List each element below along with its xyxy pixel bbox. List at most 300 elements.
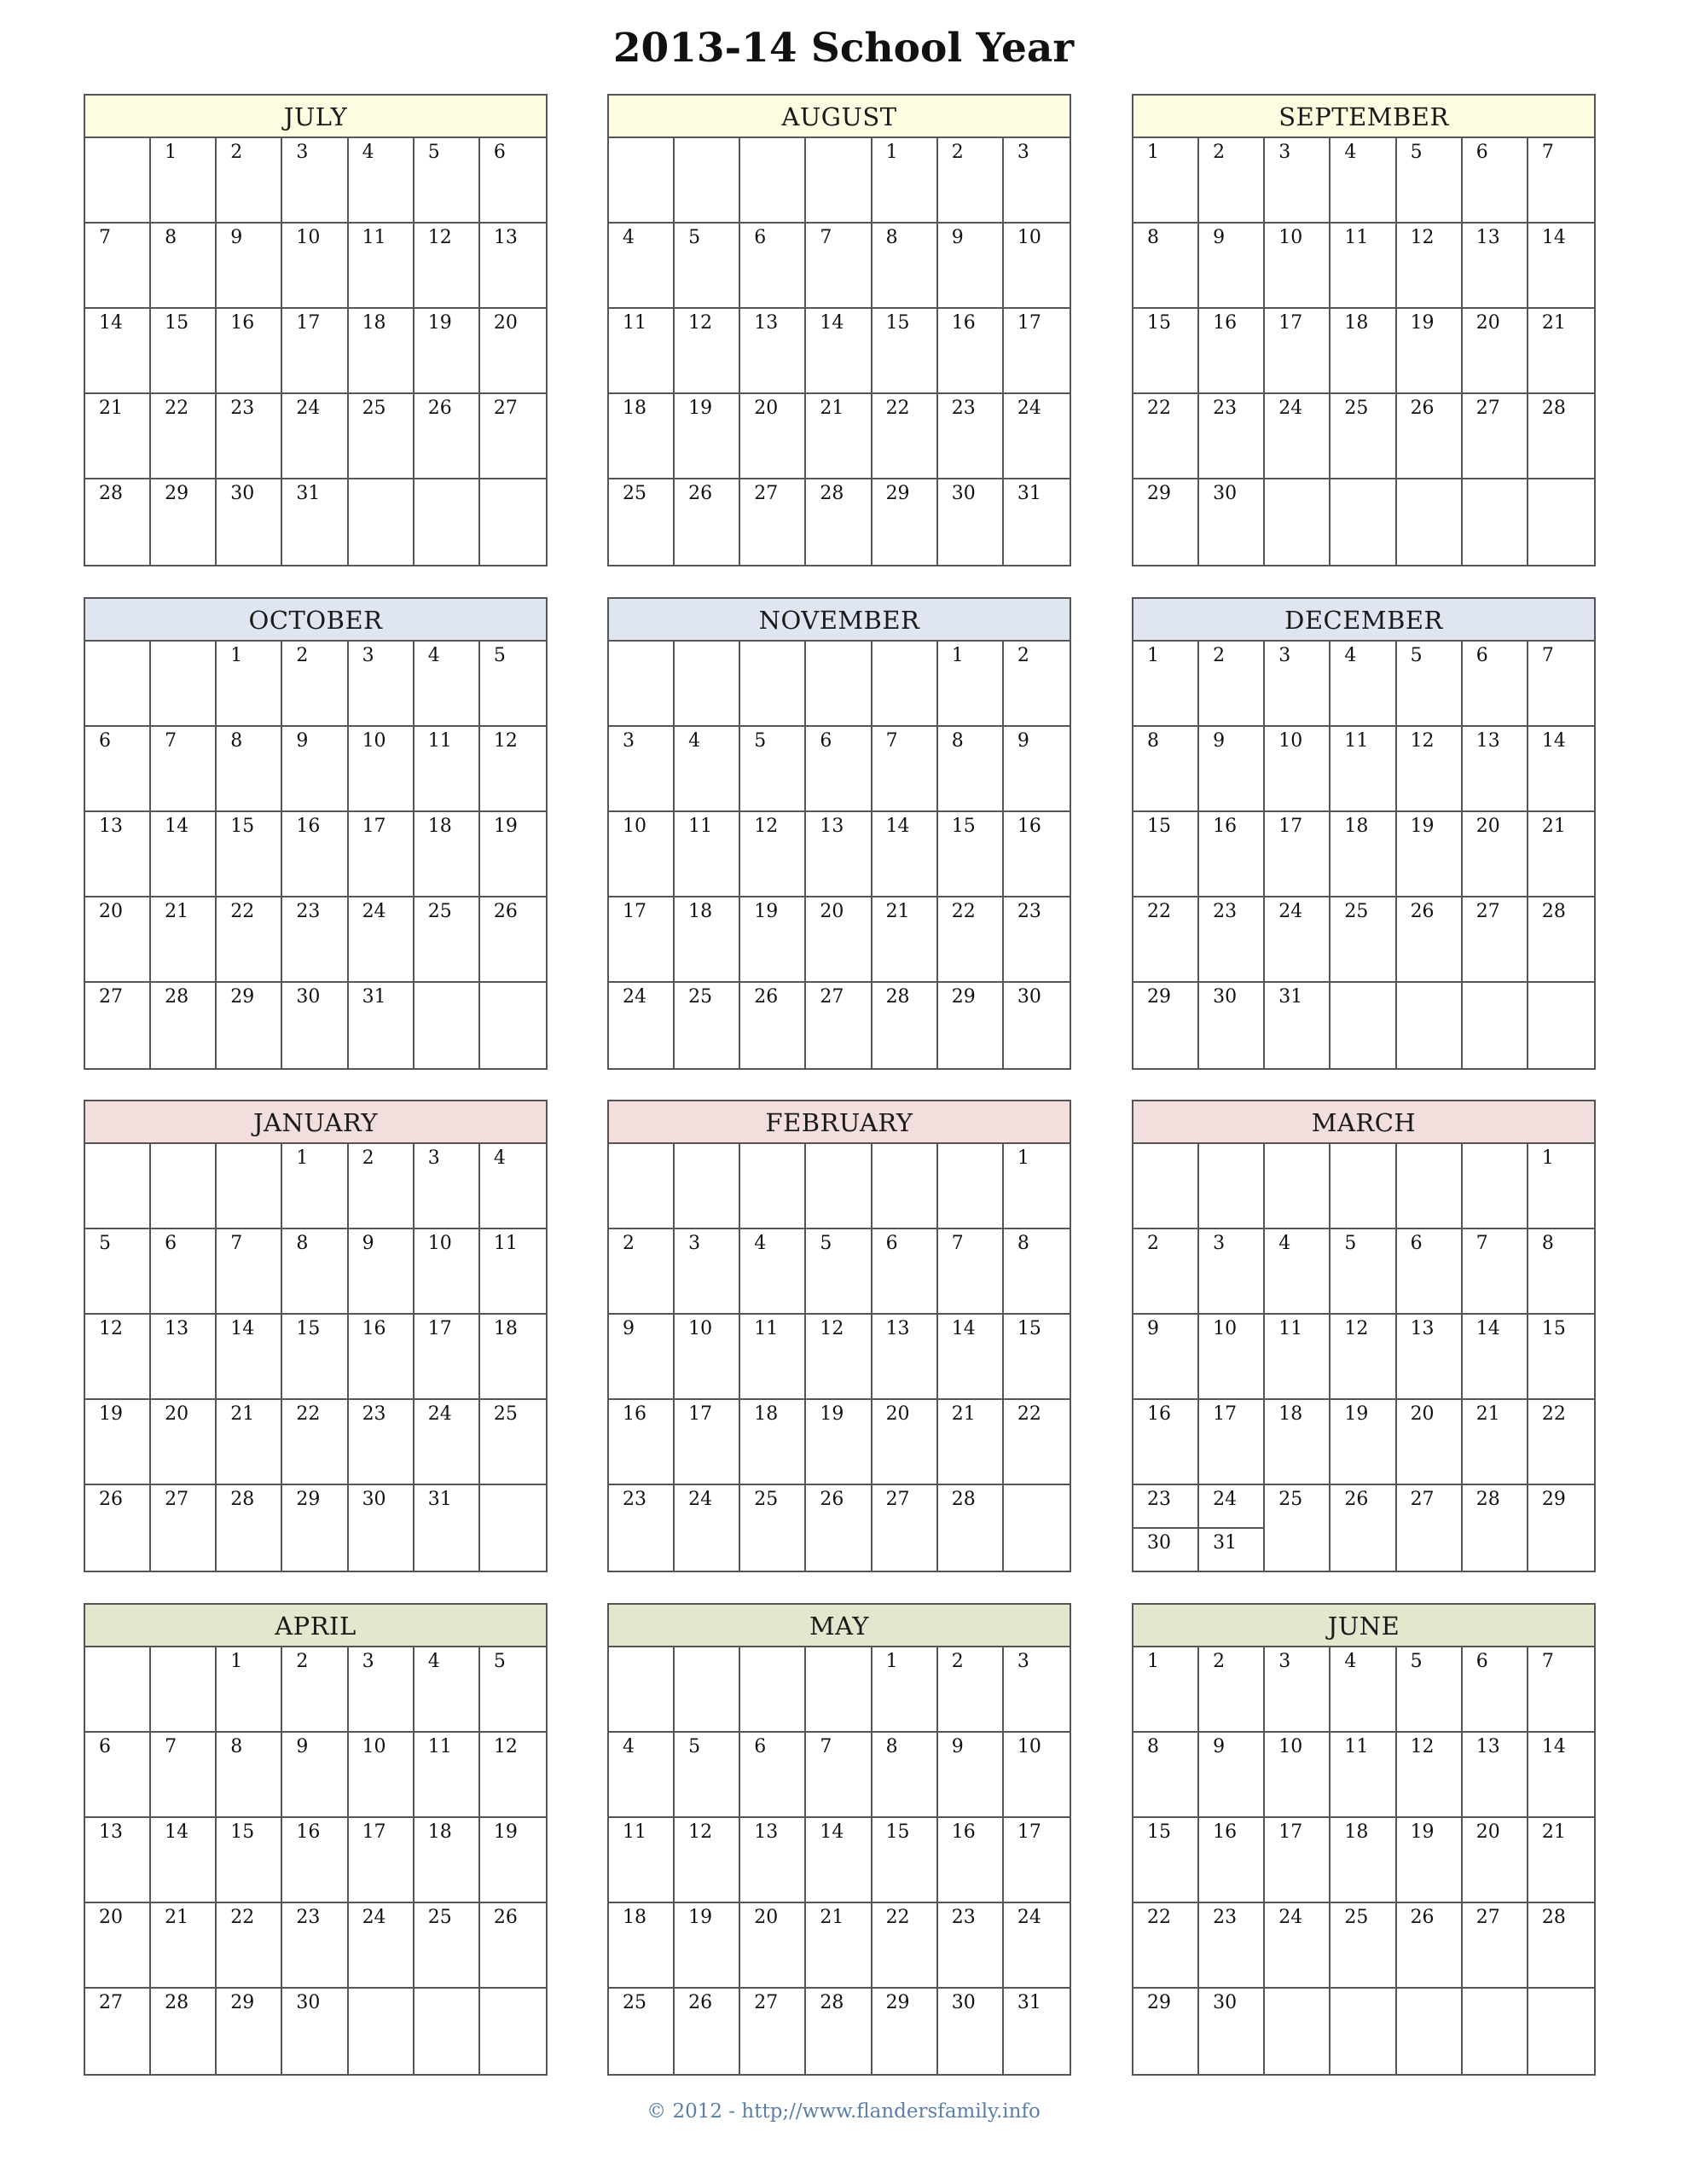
day-cell: 21 xyxy=(151,1903,217,1989)
day-cell: 29 xyxy=(151,479,217,565)
day-cell: 5 xyxy=(1397,1647,1463,1733)
day-cell: 11 xyxy=(1265,1315,1330,1400)
day-cell: 20 xyxy=(1463,1818,1528,1903)
day-cell: 14 xyxy=(217,1315,282,1400)
empty-day-cell xyxy=(1528,983,1594,1068)
month-days-grid xyxy=(1133,138,1594,565)
day-cell: 25 xyxy=(1330,897,1396,983)
empty-day-cell xyxy=(85,138,151,224)
day-cell: 6 xyxy=(740,224,806,309)
day-cell: 19 xyxy=(1397,812,1463,897)
day-cell: 29 xyxy=(1133,1989,1199,2074)
day-cell: 22 xyxy=(1528,1400,1594,1485)
day-cell: 5 xyxy=(675,224,740,309)
day-cell: 10 xyxy=(349,1733,415,1818)
empty-day-cell xyxy=(1004,1485,1070,1571)
empty-day-cell xyxy=(415,1989,480,2074)
day-cell: 9 xyxy=(938,224,1004,309)
day-cell: 26 xyxy=(480,1903,546,1989)
day-cell: 28 xyxy=(806,479,872,565)
day-cell: 15 xyxy=(1133,309,1199,394)
day-cell: 1 xyxy=(1133,138,1199,224)
day-cell: 23 xyxy=(349,1400,415,1485)
day-cell: 29 xyxy=(872,1989,938,2074)
empty-day-cell xyxy=(609,642,675,727)
day-cell: 27 xyxy=(151,1485,217,1571)
day-cell: 30 xyxy=(1199,983,1265,1068)
day-cell: 3 xyxy=(1265,138,1330,224)
day-cell: 21 xyxy=(1528,812,1594,897)
day-cell: 2 xyxy=(282,1647,348,1733)
day-cell: 20 xyxy=(151,1400,217,1485)
day-cell: 8 xyxy=(151,224,217,309)
day-cell: 20 xyxy=(872,1400,938,1485)
day-cell: 4 xyxy=(675,727,740,812)
day-cell: 18 xyxy=(415,1818,480,1903)
day-cell: 1 xyxy=(1528,1144,1594,1229)
day-cell: 1 xyxy=(872,1647,938,1733)
day-cell: 17 xyxy=(675,1400,740,1485)
day-cell: 14 xyxy=(806,309,872,394)
day-cell: 12 xyxy=(675,1818,740,1903)
day-cell: 7 xyxy=(938,1229,1004,1315)
day-cell: 16 xyxy=(1199,812,1265,897)
day-cell: 24 xyxy=(1265,897,1330,983)
month-days-grid xyxy=(609,1144,1070,1571)
day-cell: 25 xyxy=(740,1485,806,1571)
month-april xyxy=(84,1603,548,2076)
day-cell: 15 xyxy=(151,309,217,394)
day-cell: 6 xyxy=(1463,642,1528,727)
day-cell: 26 xyxy=(1330,1485,1396,1571)
day-cell: 12 xyxy=(480,727,546,812)
day-cell: 13 xyxy=(806,812,872,897)
day-cell: 17 xyxy=(1199,1400,1265,1485)
day-cell: 12 xyxy=(675,309,740,394)
day-cell: 22 xyxy=(1133,897,1199,983)
day-cell: 15 xyxy=(282,1315,348,1400)
day-cell: 14 xyxy=(1528,224,1594,309)
day-cell: 12 xyxy=(1330,1315,1396,1400)
day-cell: 21 xyxy=(806,394,872,479)
day-cell: 26 xyxy=(480,897,546,983)
day-cell: 18 xyxy=(675,897,740,983)
day-cell: 22 xyxy=(1133,1903,1199,1989)
day-cell: 6 xyxy=(1397,1229,1463,1315)
day-cell: 14 xyxy=(151,1818,217,1903)
day-cell: 30 xyxy=(1017,986,1041,1008)
day-cell: 9 xyxy=(217,224,282,309)
empty-day-cell xyxy=(740,1144,806,1229)
day-cell: 7 xyxy=(85,224,151,309)
day-cell: 14 xyxy=(938,1315,1004,1400)
day-cell: 30 xyxy=(349,1485,415,1571)
day-cell: 11 xyxy=(480,1229,546,1315)
empty-day-cell xyxy=(1463,1144,1528,1229)
day-cell: 7 xyxy=(872,727,938,812)
day-cell: 9 xyxy=(1133,1315,1199,1400)
day-cell: 2 xyxy=(1004,642,1070,727)
day-cell: 13 xyxy=(1463,727,1528,812)
day-cell: 19 xyxy=(740,897,806,983)
day-cell: 8 xyxy=(1133,1733,1199,1818)
day-cell: 9 xyxy=(1199,727,1265,812)
day-cell: 4 xyxy=(480,1144,546,1229)
month-days-grid xyxy=(85,138,546,565)
day-cell: 9 xyxy=(1199,1733,1265,1818)
day-cell: 12 xyxy=(480,1733,546,1818)
month-days-grid xyxy=(1133,642,1594,1068)
empty-day-cell xyxy=(1397,1989,1463,2074)
day-cell: 31 xyxy=(282,479,348,565)
day-cell: 11 xyxy=(1330,224,1396,309)
day-cell: 13 xyxy=(480,224,546,309)
day-cell: 19 xyxy=(85,1400,151,1485)
empty-day-cell xyxy=(1397,479,1463,565)
day-cell: 28 xyxy=(1528,897,1594,983)
day-cell: 23 xyxy=(217,394,282,479)
empty-day-cell xyxy=(1463,983,1528,1068)
day-cell: 25 xyxy=(415,897,480,983)
day-cell: 21 xyxy=(217,1400,282,1485)
day-cell: 11 xyxy=(349,224,415,309)
day-cell: 3 xyxy=(349,1647,415,1733)
day-cell: 11 xyxy=(740,1315,806,1400)
day-cell: 3 xyxy=(282,138,348,224)
day-cell: 5 xyxy=(1397,138,1463,224)
empty-day-cell xyxy=(609,1647,675,1733)
day-cell: 30 xyxy=(282,983,348,1068)
empty-day-cell xyxy=(1265,479,1330,565)
day-cell: 18 xyxy=(1330,309,1396,394)
day-cell: 8 xyxy=(1004,1229,1070,1315)
day-cell: 9 xyxy=(609,1315,675,1400)
day-cell: 22 xyxy=(282,1400,348,1485)
day-cell: 16 xyxy=(282,1818,348,1903)
day-cell: 2 xyxy=(1199,1647,1265,1733)
month-header: MAY xyxy=(609,1605,1070,1647)
day-cell: 25 xyxy=(609,1989,675,2074)
day-cell: 23 xyxy=(282,1903,348,1989)
month-june xyxy=(1132,1603,1596,2076)
day-cell: 21 xyxy=(1528,309,1594,394)
day-cell: 2 xyxy=(282,642,348,727)
day-cell: 30 xyxy=(938,479,1004,565)
day-cell: 14 xyxy=(806,1818,872,1903)
day-cell: 24 xyxy=(609,983,675,1068)
day-cell: 18 xyxy=(1265,1400,1330,1485)
day-cell: 27 xyxy=(872,1485,938,1571)
day-cell: 16 xyxy=(1133,1400,1199,1485)
day-cell: 26 xyxy=(85,1485,151,1571)
day-cell: 31 xyxy=(415,1485,480,1571)
day-cell: 14 xyxy=(1463,1315,1528,1400)
day-cell: 17 xyxy=(1265,1818,1330,1903)
day-cell: 19 xyxy=(1397,1818,1463,1903)
month-july xyxy=(84,94,548,566)
month-march xyxy=(1132,1100,1596,1572)
day-cell: 31 xyxy=(1213,1532,1238,1554)
day-cell: 27 xyxy=(806,983,872,1068)
day-cell: 28 xyxy=(1528,394,1594,479)
day-cell: 28 xyxy=(1528,1903,1594,1989)
day-cell: 12 xyxy=(1397,1733,1463,1818)
day-cell: 24 xyxy=(1004,1903,1070,1989)
day-cell: 10 xyxy=(1265,1733,1330,1818)
day-cell: 31 xyxy=(1265,983,1330,1068)
day-cell: 10 xyxy=(609,812,675,897)
empty-day-cell xyxy=(1528,1989,1594,2074)
day-cell: 1 xyxy=(1004,1144,1070,1229)
empty-day-cell xyxy=(806,1144,872,1229)
day-cell: 18 xyxy=(415,812,480,897)
day-cell: 17 xyxy=(349,1818,415,1903)
day-cell: 28 xyxy=(217,1485,282,1571)
day-cell: 3 xyxy=(609,727,675,812)
empty-day-cell xyxy=(806,642,872,727)
day-cell: 4 xyxy=(415,1647,480,1733)
day-cell: 23 xyxy=(282,897,348,983)
day-cell: 20 xyxy=(1463,812,1528,897)
day-cell: 5 xyxy=(480,642,546,727)
day-cell: 25 xyxy=(1330,394,1396,479)
day-cell: 10 xyxy=(675,1315,740,1400)
day-cell: 11 xyxy=(609,309,675,394)
day-cell: 2 xyxy=(1199,642,1265,727)
empty-day-cell xyxy=(415,479,480,565)
day-cell: 17 xyxy=(1265,812,1330,897)
day-cell: 1 xyxy=(872,138,938,224)
day-cell: 3 xyxy=(1265,642,1330,727)
day-cell: 24 xyxy=(415,1400,480,1485)
empty-day-cell xyxy=(675,642,740,727)
day-cell: 25 xyxy=(415,1903,480,1989)
day-cell: 31 xyxy=(349,983,415,1068)
day-cell: 26 xyxy=(1397,897,1463,983)
day-cell: 6 xyxy=(1463,1647,1528,1733)
day-cell: 6 xyxy=(480,138,546,224)
empty-day-cell xyxy=(480,1485,546,1571)
day-cell: 20 xyxy=(1463,309,1528,394)
day-cell: 26 xyxy=(1397,1903,1463,1989)
empty-day-cell xyxy=(609,1144,675,1229)
day-cell: 11 xyxy=(675,812,740,897)
day-cell: 17 xyxy=(415,1315,480,1400)
empty-day-cell xyxy=(1199,1144,1265,1229)
day-cell: 12 xyxy=(806,1315,872,1400)
day-cell: 30 xyxy=(1199,1989,1265,2074)
day-cell: 1 xyxy=(217,642,282,727)
day-cell: 8 xyxy=(217,727,282,812)
day-cell: 2 xyxy=(349,1144,415,1229)
month-october xyxy=(84,597,548,1070)
day-cell: 19 xyxy=(806,1400,872,1485)
day-cell: 14 xyxy=(85,309,151,394)
day-cell: 15 xyxy=(217,1818,282,1903)
day-cell: 10 xyxy=(282,224,348,309)
day-cell: 25 xyxy=(609,479,675,565)
day-cell: 20 xyxy=(85,1903,151,1989)
day-cell: 5 xyxy=(415,138,480,224)
day-cell: 9 xyxy=(938,1733,1004,1818)
day-cell: 16 xyxy=(938,1818,1004,1903)
day-cell: 4 xyxy=(740,1229,806,1315)
day-cell: 3 xyxy=(1004,1647,1070,1733)
day-cell-split xyxy=(1133,1485,1199,1571)
empty-day-cell xyxy=(1330,479,1396,565)
day-cell: 8 xyxy=(1133,224,1199,309)
day-cell: 2 xyxy=(609,1229,675,1315)
day-cell: 21 xyxy=(1528,1818,1594,1903)
day-cell: 25 xyxy=(349,394,415,479)
day-cell: 22 xyxy=(217,1903,282,1989)
day-cell: 30 xyxy=(938,1989,1004,2074)
day-cell: 3 xyxy=(349,642,415,727)
empty-day-cell xyxy=(740,138,806,224)
day-cell: 10 xyxy=(415,1229,480,1315)
day-cell: 21 xyxy=(151,897,217,983)
day-cell: 16 xyxy=(349,1315,415,1400)
day-cell: 4 xyxy=(349,138,415,224)
empty-day-cell xyxy=(1265,1989,1330,2074)
day-cell: 7 xyxy=(806,1733,872,1818)
day-cell: 23 xyxy=(1133,1485,1197,1529)
day-cell: 16 xyxy=(282,812,348,897)
empty-day-cell xyxy=(1397,1144,1463,1229)
day-cell: 5 xyxy=(806,1229,872,1315)
month-days-grid xyxy=(609,138,1070,565)
day-cell: 17 xyxy=(282,309,348,394)
day-cell: 18 xyxy=(480,1315,546,1400)
day-cell: 16 xyxy=(1004,812,1070,897)
month-header: DECEMBER xyxy=(1133,599,1594,642)
empty-day-cell xyxy=(151,1647,217,1733)
day-cell: 13 xyxy=(85,1818,151,1903)
day-cell: 8 xyxy=(217,1733,282,1818)
day-cell: 20 xyxy=(740,394,806,479)
empty-day-cell xyxy=(872,642,938,727)
day-cell: 15 xyxy=(1004,1315,1070,1400)
day-cell: 15 xyxy=(938,812,1004,897)
day-cell: 13 xyxy=(85,812,151,897)
month-days-grid xyxy=(85,1144,546,1571)
day-cell: 18 xyxy=(609,1903,675,1989)
empty-day-cell xyxy=(151,1144,217,1229)
day-cell: 10 xyxy=(1004,1733,1070,1818)
day-cell: 21 xyxy=(85,394,151,479)
day-cell: 4 xyxy=(609,1733,675,1818)
empty-day-cell xyxy=(872,1144,938,1229)
day-cell: 16 xyxy=(1199,309,1265,394)
day-cell: 13 xyxy=(1463,1733,1528,1818)
day-cell: 30 xyxy=(1147,1532,1171,1554)
day-cell: 1 xyxy=(217,1647,282,1733)
day-cell: 23 xyxy=(609,1485,675,1571)
day-cell: 13 xyxy=(151,1315,217,1400)
empty-day-cell xyxy=(1463,1989,1528,2074)
day-cell: 15 xyxy=(217,812,282,897)
day-cell: 27 xyxy=(1463,897,1528,983)
day-cell: 27 xyxy=(85,1989,151,2074)
day-cell: 7 xyxy=(1528,138,1594,224)
empty-day-cell xyxy=(1265,1144,1330,1229)
day-cell: 14 xyxy=(151,812,217,897)
month-header: OCTOBER xyxy=(85,599,546,642)
day-cell: 6 xyxy=(151,1229,217,1315)
month-days-grid xyxy=(609,642,1070,1068)
day-cell: 12 xyxy=(1397,727,1463,812)
day-cell: 29 xyxy=(938,983,1004,1068)
month-days-grid xyxy=(1133,1647,1594,2074)
day-cell: 11 xyxy=(1330,727,1396,812)
day-cell: 28 xyxy=(938,1485,1004,1571)
empty-day-cell xyxy=(806,1647,872,1733)
day-cell: 14 xyxy=(872,812,938,897)
day-cell: 29 xyxy=(872,479,938,565)
day-cell: 13 xyxy=(872,1315,938,1400)
day-cell: 20 xyxy=(480,309,546,394)
day-cell: 27 xyxy=(1463,1903,1528,1989)
day-cell: 28 xyxy=(85,479,151,565)
day-cell: 7 xyxy=(151,727,217,812)
day-cell: 9 xyxy=(349,1229,415,1315)
day-cell: 1 xyxy=(151,138,217,224)
day-cell: 15 xyxy=(1133,1818,1199,1903)
day-cell: 19 xyxy=(480,812,546,897)
day-cell: 4 xyxy=(1330,138,1396,224)
month-november xyxy=(607,597,1071,1070)
day-cell: 4 xyxy=(1330,642,1396,727)
day-cell: 22 xyxy=(1004,1400,1070,1485)
day-cell: 13 xyxy=(740,309,806,394)
day-cell: 11 xyxy=(609,1818,675,1903)
day-cell: 13 xyxy=(1397,1315,1463,1400)
day-cell: 18 xyxy=(609,394,675,479)
day-cell: 18 xyxy=(1330,812,1396,897)
empty-day-cell xyxy=(1330,1989,1396,2074)
day-cell: 4 xyxy=(1330,1647,1396,1733)
empty-day-cell xyxy=(1528,479,1594,565)
day-cell: 3 xyxy=(1004,138,1070,224)
day-cell: 19 xyxy=(1397,309,1463,394)
month-header: FEBRUARY xyxy=(609,1101,1070,1144)
day-cell: 8 xyxy=(872,224,938,309)
day-cell: 4 xyxy=(415,642,480,727)
day-cell: 29 xyxy=(1133,479,1199,565)
day-cell: 26 xyxy=(675,479,740,565)
day-cell: 24 xyxy=(282,394,348,479)
footer-copyright: © 2012 - http;//www.flandersfamily.info xyxy=(646,2100,1041,2123)
day-cell: 15 xyxy=(1133,812,1199,897)
day-cell: 20 xyxy=(740,1903,806,1989)
day-cell: 3 xyxy=(1199,1229,1265,1315)
day-cell: 3 xyxy=(1265,1647,1330,1733)
day-cell: 5 xyxy=(480,1647,546,1733)
empty-day-cell xyxy=(806,138,872,224)
day-cell: 13 xyxy=(740,1818,806,1903)
page-title: 2013-14 School Year xyxy=(612,25,1075,72)
month-header: MARCH xyxy=(1133,1101,1594,1144)
day-cell: 4 xyxy=(1265,1229,1330,1315)
day-cell: 29 xyxy=(282,1485,348,1571)
day-cell: 21 xyxy=(872,897,938,983)
day-cell: 23 xyxy=(1199,394,1265,479)
day-cell: 11 xyxy=(1330,1733,1396,1818)
day-cell: 2 xyxy=(1199,138,1265,224)
day-cell: 22 xyxy=(1133,394,1199,479)
day-cell: 7 xyxy=(806,224,872,309)
empty-day-cell xyxy=(609,138,675,224)
